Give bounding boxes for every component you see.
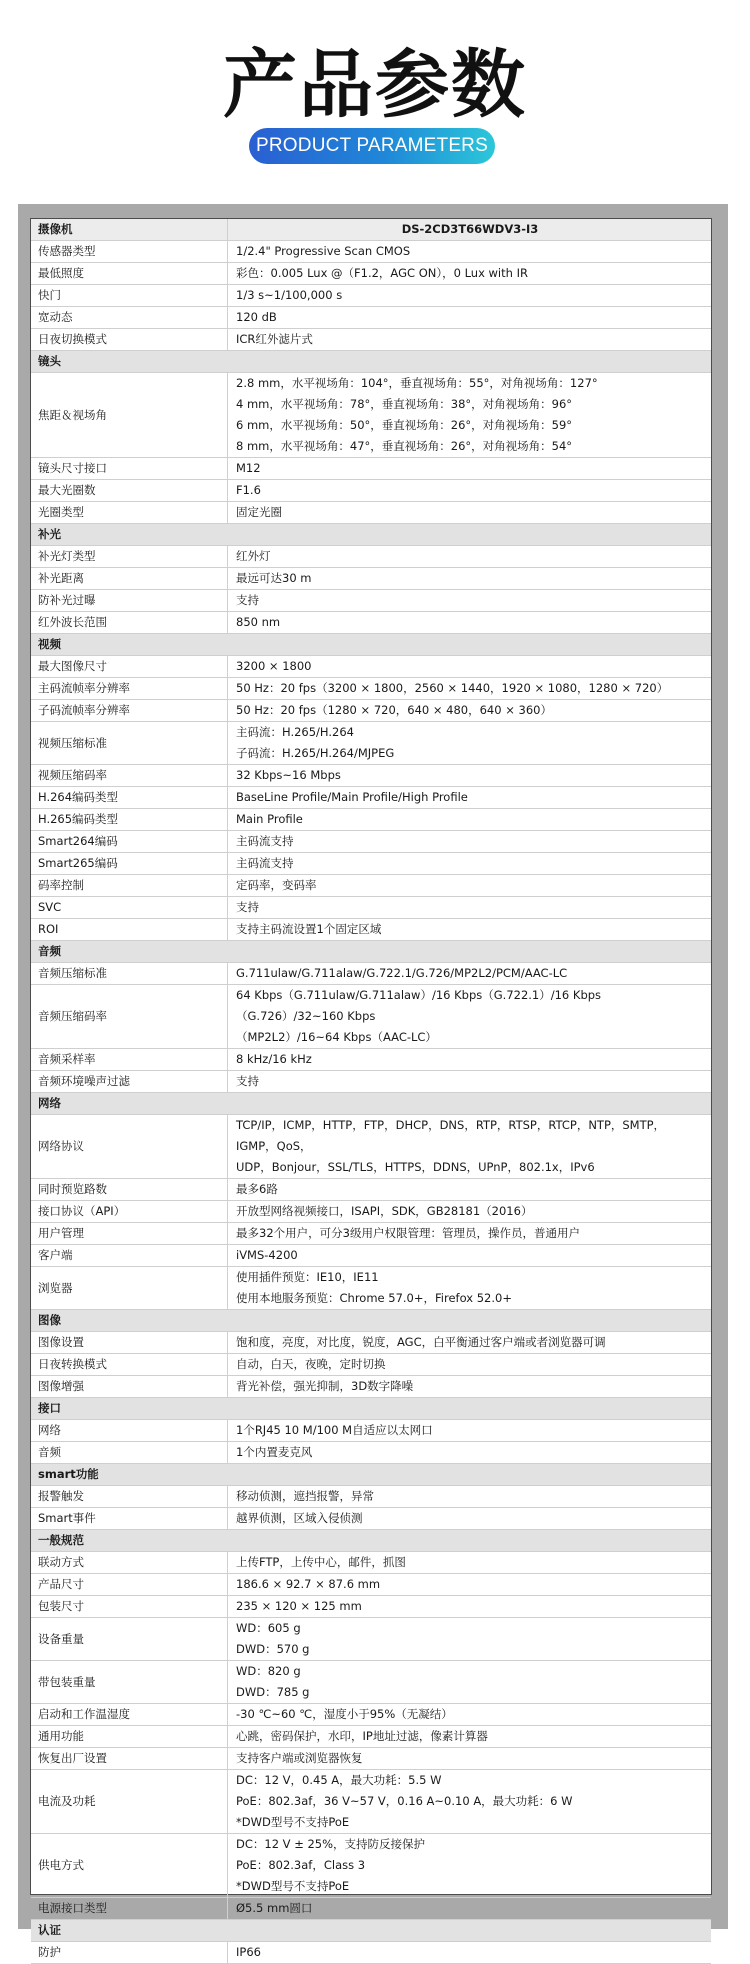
spec-value bbox=[228, 656, 712, 678]
spec-value-line: 最远可达30 m bbox=[236, 571, 312, 585]
spec-value bbox=[228, 612, 712, 634]
spec-row bbox=[31, 458, 711, 480]
spec-key: 最大光圈数 bbox=[31, 480, 228, 502]
spec-sheet bbox=[30, 218, 712, 1959]
section-header-row bbox=[31, 1093, 711, 1115]
spec-row bbox=[31, 546, 711, 568]
spec-value-line: 支持 bbox=[236, 593, 259, 607]
spec-value bbox=[228, 568, 712, 590]
spec-row bbox=[31, 985, 711, 1049]
spec-value bbox=[228, 831, 712, 853]
spec-value-line: 235 × 120 × 125 mm bbox=[236, 1599, 362, 1613]
section-header-row bbox=[31, 1310, 711, 1332]
spec-row bbox=[31, 1332, 711, 1354]
section-title: 一般规范 bbox=[31, 1530, 711, 1552]
spec-value-line: G.711ulaw/G.711alaw/G.722.1/G.726/MP2L2/PCM/AAC-LC bbox=[236, 966, 568, 980]
spec-key: 最低照度 bbox=[31, 263, 228, 285]
spec-value bbox=[228, 1376, 712, 1398]
spec-value-line: 主码流支持 bbox=[236, 834, 294, 848]
section-title: smart功能 bbox=[31, 1464, 711, 1486]
section-header-row bbox=[31, 1530, 711, 1552]
spec-value-line: 红外灯 bbox=[236, 549, 271, 563]
spec-value bbox=[228, 1223, 712, 1245]
spec-row bbox=[31, 809, 711, 831]
spec-row bbox=[31, 1245, 711, 1267]
spec-row bbox=[31, 1223, 711, 1245]
subtitle-badge: PRODUCT PARAMETERS bbox=[249, 128, 495, 164]
spec-row bbox=[31, 1618, 711, 1661]
spec-value-line: 自动，白天，夜晚，定时切换 bbox=[236, 1357, 386, 1371]
spec-row bbox=[31, 1071, 711, 1093]
spec-value-line: 6 mm，水平视场角：50°，垂直视场角：26°，对角视场角：59° bbox=[236, 418, 573, 432]
section-title: 音频 bbox=[31, 941, 711, 963]
section-header-row bbox=[31, 351, 711, 373]
spec-key: 音频采样率 bbox=[31, 1049, 228, 1071]
spec-value bbox=[228, 1704, 712, 1726]
spec-value-line: BaseLine Profile/Main Profile/High Profile bbox=[236, 790, 468, 804]
spec-key: ROI bbox=[31, 919, 228, 941]
spec-row bbox=[31, 700, 711, 722]
spec-value-line: 3200 × 1800 bbox=[236, 659, 312, 673]
spec-value bbox=[228, 1748, 712, 1770]
spec-key: 网络协议 bbox=[31, 1115, 228, 1179]
spec-value-line: 支持主码流设置1个固定区域 bbox=[236, 922, 382, 936]
spec-key: 浏览器 bbox=[31, 1267, 228, 1310]
spec-value bbox=[228, 1942, 712, 1964]
spec-value bbox=[228, 1115, 712, 1179]
spec-row bbox=[31, 1661, 711, 1704]
section-header-row bbox=[31, 1464, 711, 1486]
spec-row bbox=[31, 612, 711, 634]
spec-key: 子码流帧率分辨率 bbox=[31, 700, 228, 722]
spec-value bbox=[228, 1508, 712, 1530]
spec-row bbox=[31, 1201, 711, 1223]
spec-value-line: 850 nm bbox=[236, 615, 281, 629]
spec-value-line: 彩色：0.005 Lux @（F1.2，AGC ON），0 Lux with IR bbox=[236, 266, 528, 280]
spec-row bbox=[31, 285, 711, 307]
section-header-row bbox=[31, 1920, 711, 1942]
spec-key: 同时预览路数 bbox=[31, 1179, 228, 1201]
spec-value-line: 120 dB bbox=[236, 310, 277, 324]
spec-value bbox=[228, 722, 712, 765]
spec-value bbox=[228, 678, 712, 700]
spec-value-line: DC：12 V ± 25%，支持防反接保护 bbox=[236, 1837, 426, 1851]
spec-key: 接口协议（API） bbox=[31, 1201, 228, 1223]
spec-row bbox=[31, 831, 711, 853]
spec-row bbox=[31, 1508, 711, 1530]
spec-value bbox=[228, 373, 712, 458]
spec-value bbox=[228, 1201, 712, 1223]
spec-value bbox=[228, 919, 712, 941]
spec-value-line: 186.6 × 92.7 × 87.6 mm bbox=[236, 1577, 381, 1591]
spec-key: 主码流帧率分辨率 bbox=[31, 678, 228, 700]
section-title: 镜头 bbox=[31, 351, 711, 373]
spec-key: 客户端 bbox=[31, 1245, 228, 1267]
spec-value bbox=[228, 590, 712, 612]
spec-value-line: 开放型网络视频接口，ISAPI，SDK，GB28181（2016） bbox=[236, 1204, 533, 1218]
spec-key: 日夜转换模式 bbox=[31, 1354, 228, 1376]
spec-row bbox=[31, 1834, 711, 1898]
spec-row bbox=[31, 919, 711, 941]
spec-value bbox=[228, 809, 712, 831]
spec-value bbox=[228, 853, 712, 875]
spec-row bbox=[31, 1179, 711, 1201]
spec-value-line: -30 ℃~60 ℃，湿度小于95%（无凝结） bbox=[236, 1707, 453, 1721]
spec-key: 最大图像尺寸 bbox=[31, 656, 228, 678]
spec-key: 产品尺寸 bbox=[31, 1574, 228, 1596]
spec-value bbox=[228, 458, 712, 480]
spec-value-line: F1.6 bbox=[236, 483, 261, 497]
spec-row bbox=[31, 590, 711, 612]
spec-key: 用户管理 bbox=[31, 1223, 228, 1245]
spec-key: 音频 bbox=[31, 1442, 228, 1464]
spec-row bbox=[31, 1420, 711, 1442]
spec-row bbox=[31, 1552, 711, 1574]
spec-key: H.264编码类型 bbox=[31, 787, 228, 809]
spec-value bbox=[228, 1770, 712, 1834]
spec-value-line: TCP/IP，ICMP，HTTP，FTP，DHCP，DNS，RTP，RTSP，RTCP，NTP，SMTP，IGMP，QoS， bbox=[236, 1118, 666, 1153]
spec-key: 音频压缩码率 bbox=[31, 985, 228, 1049]
spec-value-line: iVMS-4200 bbox=[236, 1248, 298, 1262]
spec-value-line: 定码率，变码率 bbox=[236, 878, 317, 892]
section-title: 补光 bbox=[31, 524, 711, 546]
spec-value-line: 2.8 mm，水平视场角：104°，垂直视场角：55°，对角视场角：127° bbox=[236, 376, 598, 390]
spec-value-line: 8 mm，水平视场角：47°，垂直视场角：26°，对角视场角：54° bbox=[236, 439, 573, 453]
spec-key: 电源接口类型 bbox=[31, 1898, 228, 1920]
spec-key: 光圈类型 bbox=[31, 502, 228, 524]
spec-key: 网络 bbox=[31, 1420, 228, 1442]
spec-value-line: DC：12 V，0.45 A，最大功耗：5.5 W bbox=[236, 1773, 442, 1787]
spec-row bbox=[31, 307, 711, 329]
spec-key: 镜头尺寸接口 bbox=[31, 458, 228, 480]
spec-key: 包装尺寸 bbox=[31, 1596, 228, 1618]
spec-value-line: DWD：785 g bbox=[236, 1685, 310, 1699]
spec-row bbox=[31, 502, 711, 524]
spec-key: 供电方式 bbox=[31, 1834, 228, 1898]
spec-value-line: 上传FTP，上传中心，邮件，抓图 bbox=[236, 1555, 406, 1569]
spec-key: 联动方式 bbox=[31, 1552, 228, 1574]
spec-row bbox=[31, 787, 711, 809]
section-title: 认证 bbox=[31, 1920, 711, 1942]
spec-value bbox=[228, 897, 712, 919]
spec-value bbox=[228, 285, 712, 307]
spec-value-line: ICR红外滤片式 bbox=[236, 332, 313, 346]
spec-value-line: 最多6路 bbox=[236, 1182, 278, 1196]
spec-key: 防护 bbox=[31, 1942, 228, 1964]
spec-value bbox=[228, 963, 712, 985]
spec-row bbox=[31, 568, 711, 590]
spec-row bbox=[31, 1726, 711, 1748]
spec-value-line: （MP2L2）/16~64 Kbps（AAC-LC） bbox=[236, 1030, 437, 1044]
spec-key: 音频环境噪声过滤 bbox=[31, 1071, 228, 1093]
spec-value bbox=[228, 787, 712, 809]
spec-row bbox=[31, 1898, 711, 1920]
spec-value-line: 8 kHz/16 kHz bbox=[236, 1052, 312, 1066]
spec-key: 焦距＆视场角 bbox=[31, 373, 228, 458]
spec-value-line: WD：605 g bbox=[236, 1621, 301, 1635]
spec-value bbox=[228, 1726, 712, 1748]
spec-value bbox=[228, 1898, 712, 1920]
spec-value-line: DWD：570 g bbox=[236, 1642, 310, 1656]
spec-key: 防补光过曝 bbox=[31, 590, 228, 612]
spec-key: 启动和工作温湿度 bbox=[31, 1704, 228, 1726]
spec-key: 视频压缩码率 bbox=[31, 765, 228, 787]
spec-value bbox=[228, 1267, 712, 1310]
spec-key: 报警触发 bbox=[31, 1486, 228, 1508]
spec-key: 恢复出厂设置 bbox=[31, 1748, 228, 1770]
spec-value bbox=[228, 1574, 712, 1596]
spec-value bbox=[228, 1618, 712, 1661]
spec-value bbox=[228, 241, 712, 263]
spec-value bbox=[228, 1354, 712, 1376]
spec-key: Smart265编码 bbox=[31, 853, 228, 875]
spec-value-line: 4 mm，水平视场角：78°，垂直视场角：38°，对角视场角：96° bbox=[236, 397, 573, 411]
spec-value-line: M12 bbox=[236, 461, 261, 475]
spec-value bbox=[228, 480, 712, 502]
spec-value-line: IP66 bbox=[236, 1945, 261, 1959]
spec-value bbox=[228, 1332, 712, 1354]
section-header-row bbox=[31, 524, 711, 546]
spec-value bbox=[228, 985, 712, 1049]
model-value: DS-2CD3T66WDV3-I3 bbox=[228, 219, 712, 241]
spec-key: 补光灯类型 bbox=[31, 546, 228, 568]
spec-value-line: 主码流：H.265/H.264 bbox=[236, 725, 354, 739]
spec-value bbox=[228, 307, 712, 329]
spec-row bbox=[31, 1574, 711, 1596]
spec-key: 设备重量 bbox=[31, 1618, 228, 1661]
page-title: 产品参数 bbox=[223, 42, 527, 128]
spec-value bbox=[228, 700, 712, 722]
spec-table bbox=[31, 219, 711, 1964]
spec-value-line: 1个RJ45 10 M/100 M自适应以太网口 bbox=[236, 1423, 433, 1437]
spec-row bbox=[31, 263, 711, 285]
spec-row bbox=[31, 1596, 711, 1618]
spec-value-line: 背光补偿，强光抑制，3D数字降噪 bbox=[236, 1379, 414, 1393]
spec-row bbox=[31, 875, 711, 897]
spec-key: H.265编码类型 bbox=[31, 809, 228, 831]
spec-value-line: 移动侦测，遮挡报警，异常 bbox=[236, 1489, 374, 1503]
spec-value-line: WD：820 g bbox=[236, 1664, 301, 1678]
spec-value-line: Main Profile bbox=[236, 812, 303, 826]
spec-value bbox=[228, 1442, 712, 1464]
spec-value bbox=[228, 1552, 712, 1574]
spec-key: 音频压缩标准 bbox=[31, 963, 228, 985]
spec-value bbox=[228, 1486, 712, 1508]
model-header-row bbox=[31, 219, 711, 241]
spec-value-line: 64 Kbps（G.711ulaw/G.711alaw）/16 Kbps（G.722.1）/16 Kbps（G.726）/32~160 Kbps bbox=[236, 988, 602, 1023]
spec-row bbox=[31, 241, 711, 263]
spec-value bbox=[228, 765, 712, 787]
spec-key: 图像设置 bbox=[31, 1332, 228, 1354]
spec-value bbox=[228, 263, 712, 285]
spec-row bbox=[31, 1049, 711, 1071]
spec-value bbox=[228, 1049, 712, 1071]
spec-row bbox=[31, 897, 711, 919]
spec-row bbox=[31, 1704, 711, 1726]
spec-value-line: 1/3 s~1/100,000 s bbox=[236, 288, 343, 302]
spec-row bbox=[31, 1942, 711, 1964]
spec-value bbox=[228, 1420, 712, 1442]
spec-value bbox=[228, 1245, 712, 1267]
spec-value bbox=[228, 875, 712, 897]
spec-value-line: Ø5.5 mm圆口 bbox=[236, 1901, 313, 1915]
spec-key: Smart264编码 bbox=[31, 831, 228, 853]
model-label: 摄像机 bbox=[31, 219, 228, 241]
spec-key: 电流及功耗 bbox=[31, 1770, 228, 1834]
spec-row bbox=[31, 1115, 711, 1179]
section-title: 图像 bbox=[31, 1310, 711, 1332]
spec-value-line: 越界侦测，区域入侵侦测 bbox=[236, 1511, 363, 1525]
spec-value bbox=[228, 1834, 712, 1898]
spec-row bbox=[31, 373, 711, 458]
spec-value bbox=[228, 546, 712, 568]
spec-key: 快门 bbox=[31, 285, 228, 307]
spec-value-line: PoE：802.3af，36 V~57 V，0.16 A~0.10 A，最大功耗：6 W bbox=[236, 1794, 573, 1808]
spec-row bbox=[31, 656, 711, 678]
spec-value-line: 支持 bbox=[236, 1074, 259, 1088]
spec-value-line: UDP，Bonjour，SSL/TLS，HTTPS，DDNS，UPnP，802.1x，IPv6 bbox=[236, 1160, 595, 1174]
spec-value-line: PoE：802.3af，Class 3 bbox=[236, 1858, 366, 1872]
spec-value-line: 最多32个用户，可分3级用户权限管理：管理员，操作员，普通用户 bbox=[236, 1226, 580, 1240]
spec-key: 码率控制 bbox=[31, 875, 228, 897]
spec-value-line: 32 Kbps~16 Mbps bbox=[236, 768, 341, 782]
spec-value-line: 50 Hz：20 fps（3200 × 1800，2560 × 1440，1920 × 1080，1280 × 720） bbox=[236, 681, 669, 695]
spec-row bbox=[31, 1354, 711, 1376]
spec-value bbox=[228, 1071, 712, 1093]
spec-value-line: 1/2.4" Progressive Scan CMOS bbox=[236, 244, 411, 258]
spec-row bbox=[31, 963, 711, 985]
spec-value bbox=[228, 1661, 712, 1704]
spec-row bbox=[31, 480, 711, 502]
spec-key: 宽动态 bbox=[31, 307, 228, 329]
spec-value bbox=[228, 329, 712, 351]
spec-row bbox=[31, 853, 711, 875]
spec-value-line: 饱和度，亮度，对比度，锐度，AGC，白平衡通过客户端或者浏览器可调 bbox=[236, 1335, 606, 1349]
spec-value-line: 使用本地服务预览：Chrome 57.0+，Firefox 52.0+ bbox=[236, 1291, 512, 1305]
spec-key: 日夜切换模式 bbox=[31, 329, 228, 351]
spec-value-line: 心跳，密码保护，水印，IP地址过滤，像素计算器 bbox=[236, 1729, 488, 1743]
spec-value bbox=[228, 1596, 712, 1618]
spec-row bbox=[31, 1376, 711, 1398]
spec-value-line: 子码流：H.265/H.264/MJPEG bbox=[236, 746, 395, 760]
spec-value-line: *DWD型号不支持PoE bbox=[236, 1879, 350, 1893]
spec-row bbox=[31, 1748, 711, 1770]
spec-row bbox=[31, 329, 711, 351]
section-title: 视频 bbox=[31, 634, 711, 656]
spec-row bbox=[31, 722, 711, 765]
spec-row bbox=[31, 1267, 711, 1310]
section-header-row bbox=[31, 1398, 711, 1420]
spec-value-line: 50 Hz：20 fps（1280 × 720，640 × 480，640 × 360） bbox=[236, 703, 552, 717]
spec-value-line: 支持客户端或浏览器恢复 bbox=[236, 1751, 363, 1765]
spec-key: 红外波长范围 bbox=[31, 612, 228, 634]
spec-row bbox=[31, 765, 711, 787]
section-header-row bbox=[31, 634, 711, 656]
spec-key: 带包装重量 bbox=[31, 1661, 228, 1704]
spec-key: 通用功能 bbox=[31, 1726, 228, 1748]
spec-value-line: 使用插件预览：IE10，IE11 bbox=[236, 1270, 379, 1284]
spec-key: SVC bbox=[31, 897, 228, 919]
spec-value-line: 主码流支持 bbox=[236, 856, 294, 870]
spec-key: Smart事件 bbox=[31, 1508, 228, 1530]
spec-key: 传感器类型 bbox=[31, 241, 228, 263]
spec-row bbox=[31, 1770, 711, 1834]
spec-key: 视频压缩标准 bbox=[31, 722, 228, 765]
spec-key: 补光距离 bbox=[31, 568, 228, 590]
spec-row bbox=[31, 678, 711, 700]
section-title: 网络 bbox=[31, 1093, 711, 1115]
spec-value-line: 1个内置麦克风 bbox=[236, 1445, 313, 1459]
spec-value-line: 固定光圈 bbox=[236, 505, 282, 519]
spec-row bbox=[31, 1486, 711, 1508]
section-title: 接口 bbox=[31, 1398, 711, 1420]
spec-key: 图像增强 bbox=[31, 1376, 228, 1398]
spec-value-line: *DWD型号不支持PoE bbox=[236, 1815, 350, 1829]
spec-value bbox=[228, 1179, 712, 1201]
spec-value-line: 支持 bbox=[236, 900, 259, 914]
spec-value bbox=[228, 502, 712, 524]
section-header-row bbox=[31, 941, 711, 963]
spec-row bbox=[31, 1442, 711, 1464]
